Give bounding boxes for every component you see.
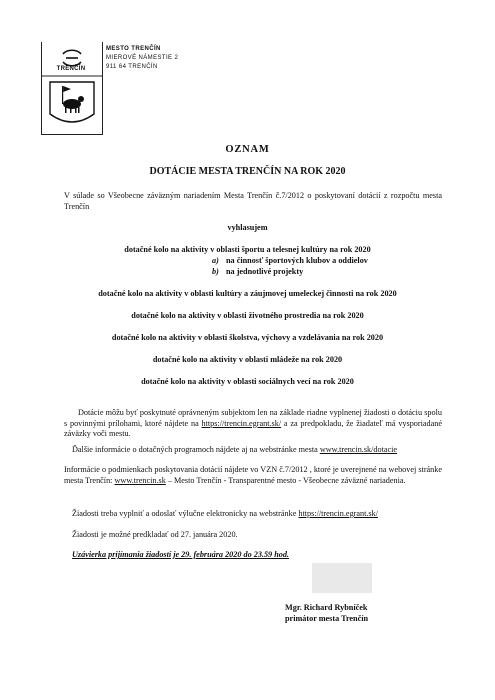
city-coat-of-arms	[41, 42, 103, 135]
conditions-text-1: Informácie o podmienkach poskytovania dotácií nájdete vo VZN č.7/2012 , ktoré je uverejnené na webovej stránke mesta Trenčín:	[64, 465, 442, 485]
redacted-signature	[312, 563, 372, 593]
round-sport: dotačné kolo na aktivity v oblasti športu a telesnej kultúry na rok 2020	[124, 245, 371, 254]
address-line-street: MIEROVÉ NÁMESTIE 2	[106, 55, 179, 61]
document-title: DOTÁCIE MESTA TRENČÍN NA ROK 2020	[149, 166, 346, 177]
round-culture: dotačné kolo na aktivity v oblasti kultúry a záujmovej umeleckej činnosti na rok 2020	[98, 289, 397, 298]
eligibility-paragraph	[64, 408, 442, 440]
more-info-paragraph	[72, 445, 397, 456]
eligibility-text-2: a za predpokladu, že žiadateľ má vysporiadané záväzky voči mestu.	[64, 418, 442, 438]
address-block	[106, 45, 178, 72]
round-social: dotačné kolo na aktivity v oblasti sociálnych vecí na rok 2020	[141, 377, 354, 386]
more-info-text: Ďalšie informácie o dotačných programoch nájdete aj na webstránke mesta	[72, 445, 320, 454]
egrant-link[interactable]: https://trencin.egrant.sk/	[201, 418, 282, 428]
dotacie-link[interactable]: www.trencin.sk/dotacie	[319, 445, 398, 454]
coat-of-arms-icon	[42, 42, 102, 134]
sub-b-marker: b)	[212, 267, 219, 276]
round-youth: dotačné kolo na aktivity v oblasti mládeže na rok 2020	[152, 355, 343, 364]
conditions-paragraph	[64, 465, 442, 486]
conditions-text-2: – Mesto Trenčín - Transparentné mesto - Všeobecne záväzné nariadenia.	[165, 475, 406, 485]
document-heading: OZNAM	[225, 144, 270, 155]
trencin-link[interactable]: www.trencin.sk	[114, 475, 166, 485]
round-sport-sub-a	[212, 256, 368, 265]
intro-paragraph: V súlade so Všeobecne záväzným nariadením Mesta Trenčín č.7/2012 o poskytovaní dotácií z rozpočtu mesta Trenčín	[64, 191, 442, 211]
sub-a-text: na činnosť športových klubov a oddielov	[226, 256, 368, 265]
sub-b-text: na jednotlivé projekty	[226, 267, 304, 276]
signer-role: primátor mesta Trenčín	[285, 614, 369, 623]
egrant-link-2[interactable]: https://trencin.egrant.sk/	[298, 509, 378, 518]
logo-wordmark: TRENČÍN	[56, 66, 86, 72]
round-sport-sub-b	[212, 267, 303, 276]
signer-name: Mgr. Richard Rybníček	[285, 603, 368, 612]
submission-text: Žiadosti treba vyplniť a odoslať výlučne elektronicky na webstránke	[72, 509, 299, 518]
address-line-city: MESTO TRENČÍN	[106, 46, 161, 52]
announce-line: vyhlasujem	[227, 223, 268, 232]
submission-paragraph	[72, 509, 378, 520]
round-environment: dotačné kolo na aktivity v oblasti životného prostredia na rok 2020	[131, 311, 364, 320]
round-education: dotačné kolo na aktivity v oblasti školstva, výchovy a vzdelávania na rok 2020	[111, 333, 384, 342]
deadline-paragraph: Uzávierka prijímania žiadostí je 29. februára 2020 do 23.59 hod.	[72, 550, 289, 559]
signature-block	[285, 602, 368, 624]
eligibility-text-1: Dotácie môžu byť poskytnuté oprávneným subjektom len na základe riadne vyplnenej žiadosti o dotáciu spolu s povinnými prílohami, ktoré nájdete na	[64, 408, 442, 428]
address-line-postal: 911 64 TRENČÍN	[106, 64, 158, 70]
start-date-paragraph: Žiadosti je možné predkladať od 27. januára 2020.	[72, 530, 238, 539]
sub-a-marker: a)	[212, 256, 219, 265]
